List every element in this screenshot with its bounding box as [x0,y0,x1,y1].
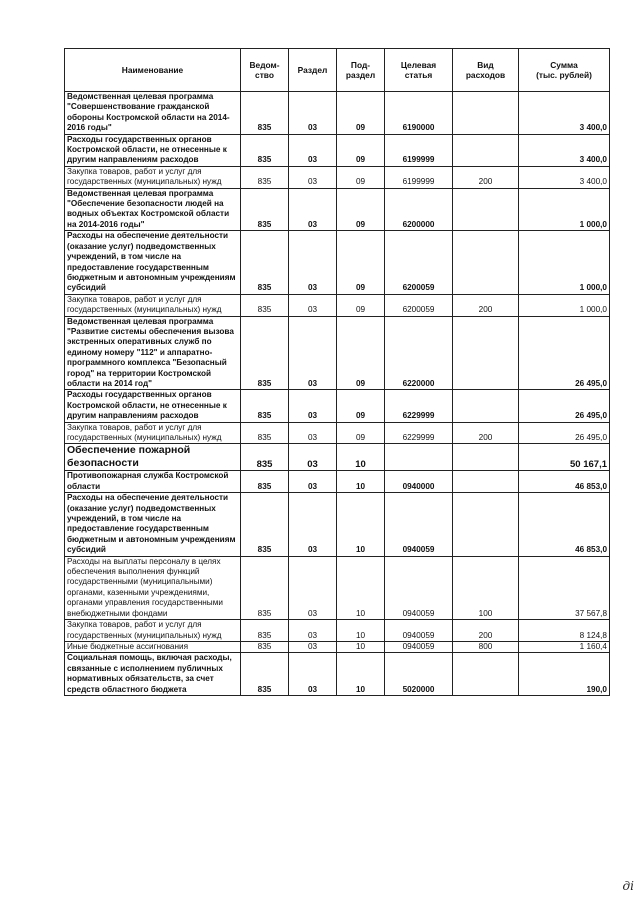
row-section: 03 [289,444,337,471]
table-row [65,422,610,444]
row-section: 03 [289,92,337,135]
table-header-row [65,49,610,92]
table-row [65,390,610,422]
header-kind: Вид расходов [453,49,519,92]
row-subsection: 09 [337,92,385,135]
header-name: Наименование [65,49,241,92]
row-sum: 3 400,0 [519,92,610,135]
table-row [65,556,610,619]
row-subsection: 10 [337,641,385,652]
row-sum: 26 495,0 [519,316,610,390]
row-section: 03 [289,493,337,556]
row-name: Ведомственная целевая программа "Совершенствование гражданской обороны Костромской области на 2014-2016 годы" [65,92,241,135]
row-dept: 835 [241,390,289,422]
row-sum: 46 853,0 [519,493,610,556]
budget-table [64,48,610,696]
row-section: 03 [289,316,337,390]
row-dept: 835 [241,444,289,471]
row-kind [453,390,519,422]
row-dept: 835 [241,188,289,231]
row-target [385,444,453,471]
row-target: 6200059 [385,294,453,316]
row-subsection: 10 [337,471,385,493]
row-subsection: 09 [337,231,385,294]
row-name: Расходы на выплаты персоналу в целях обеспечения выполнения функций государственными (муниципальными) органами, казенными учреждениями, органами управления государственными внебюджетными фондами [65,556,241,619]
row-subsection: 09 [337,294,385,316]
row-kind [453,188,519,231]
row-dept: 835 [241,92,289,135]
row-name: Социальная помощь, включая расходы, связанные с исполнением публичных нормативных обязательств, за счет средств областного бюджета [65,653,241,696]
row-section: 03 [289,620,337,642]
header-section: Раздел [289,49,337,92]
row-name: Закупка товаров, работ и услуг для государственных (муниципальных) нужд [65,620,241,642]
table-row [65,641,610,652]
row-section: 03 [289,653,337,696]
row-name: Ведомственная целевая программа "Развитие системы обеспечения вызова экстренных оперативных служб по единому номеру "112" и аппаратно-программного комплекса "Безопасный город" на территории Костромской области на 2014 год" [65,316,241,390]
row-name: Закупка товаров, работ и услуг для государственных (муниципальных) нужд [65,166,241,188]
row-target: 6190000 [385,92,453,135]
row-dept: 835 [241,231,289,294]
row-subsection: 10 [337,620,385,642]
row-name: Закупка товаров, работ и услуг для государственных (муниципальных) нужд [65,294,241,316]
row-section: 03 [289,231,337,294]
table-row [65,493,610,556]
row-kind: 200 [453,166,519,188]
row-kind: 200 [453,620,519,642]
row-subsection: 10 [337,493,385,556]
header-target: Целевая статья [385,49,453,92]
row-dept: 835 [241,316,289,390]
row-target: 6229999 [385,390,453,422]
row-name: Обеспечение пожарной безопасности [65,444,241,471]
header-subsection: Под- раздел [337,49,385,92]
row-name: Расходы государственных органов Костромской области, не отнесенные к другим направлениям расходов [65,390,241,422]
row-section: 03 [289,422,337,444]
table-row [65,653,610,696]
row-kind [453,92,519,135]
row-sum: 1 000,0 [519,294,610,316]
row-kind: 100 [453,556,519,619]
row-subsection: 09 [337,166,385,188]
header-sum: Сумма (тыс. рублей) [519,49,610,92]
table-row [65,620,610,642]
row-name: Противопожарная служба Костромской области [65,471,241,493]
row-kind [453,471,519,493]
row-name: Расходы на обеспечение деятельности (оказание услуг) подведомственных учреждений, в том числе на предоставление государственным бюджетным и автономным учреждениям субсидий [65,493,241,556]
table-row [65,444,610,471]
table-row [65,188,610,231]
row-target: 6199999 [385,166,453,188]
row-section: 03 [289,294,337,316]
row-subsection: 09 [337,134,385,166]
row-kind: 800 [453,641,519,652]
row-subsection: 09 [337,188,385,231]
row-sum: 26 495,0 [519,390,610,422]
row-section: 03 [289,166,337,188]
row-dept: 835 [241,166,289,188]
row-sum: 3 400,0 [519,134,610,166]
table-row [65,471,610,493]
row-dept: 835 [241,422,289,444]
header-dept: Ведом- ство [241,49,289,92]
row-target: 5020000 [385,653,453,696]
table-row [65,231,610,294]
row-subsection: 09 [337,390,385,422]
row-target: 6199999 [385,134,453,166]
row-target: 0940059 [385,641,453,652]
row-dept: 835 [241,294,289,316]
page-mark: ді [622,879,634,893]
row-dept: 835 [241,134,289,166]
row-subsection: 10 [337,556,385,619]
row-sum: 190,0 [519,653,610,696]
row-kind [453,493,519,556]
row-target: 0940000 [385,471,453,493]
table-row [65,316,610,390]
table-row [65,294,610,316]
table-row [65,134,610,166]
row-sum: 1 000,0 [519,188,610,231]
row-kind [453,653,519,696]
row-kind [453,134,519,166]
row-subsection: 10 [337,653,385,696]
row-target: 0940059 [385,493,453,556]
row-kind: 200 [453,294,519,316]
row-name: Закупка товаров, работ и услуг для государственных (муниципальных) нужд [65,422,241,444]
row-target: 0940059 [385,556,453,619]
row-name: Расходы государственных органов Костромской области, не отнесенные к другим направлениям расходов [65,134,241,166]
row-subsection: 09 [337,316,385,390]
row-sum: 26 495,0 [519,422,610,444]
row-sum: 8 124,8 [519,620,610,642]
row-section: 03 [289,471,337,493]
row-sum: 37 567,8 [519,556,610,619]
row-target: 6200059 [385,231,453,294]
row-sum: 50 167,1 [519,444,610,471]
row-dept: 835 [241,471,289,493]
row-target: 6229999 [385,422,453,444]
row-section: 03 [289,641,337,652]
row-dept: 835 [241,493,289,556]
row-section: 03 [289,188,337,231]
row-sum: 46 853,0 [519,471,610,493]
row-name: Ведомственная целевая программа "Обеспечение безопасности людей на водных объектах Костромской области на 2014-2016 годы" [65,188,241,231]
row-section: 03 [289,134,337,166]
row-dept: 835 [241,556,289,619]
table-row [65,166,610,188]
row-subsection: 09 [337,422,385,444]
row-section: 03 [289,556,337,619]
row-dept: 835 [241,620,289,642]
table-row [65,92,610,135]
row-kind [453,316,519,390]
row-target: 6220000 [385,316,453,390]
row-dept: 835 [241,641,289,652]
row-kind [453,444,519,471]
row-target: 6200000 [385,188,453,231]
row-target: 0940059 [385,620,453,642]
row-subsection: 10 [337,444,385,471]
row-section: 03 [289,390,337,422]
row-sum: 3 400,0 [519,166,610,188]
row-kind: 200 [453,422,519,444]
row-name: Расходы на обеспечение деятельности (оказание услуг) подведомственных учреждений, в том числе на предоставление государственным бюджетным и автономным учреждениям субсидий [65,231,241,294]
row-sum: 1 160,4 [519,641,610,652]
row-sum: 1 000,0 [519,231,610,294]
row-dept: 835 [241,653,289,696]
row-kind [453,231,519,294]
row-name: Иные бюджетные ассигнования [65,641,241,652]
